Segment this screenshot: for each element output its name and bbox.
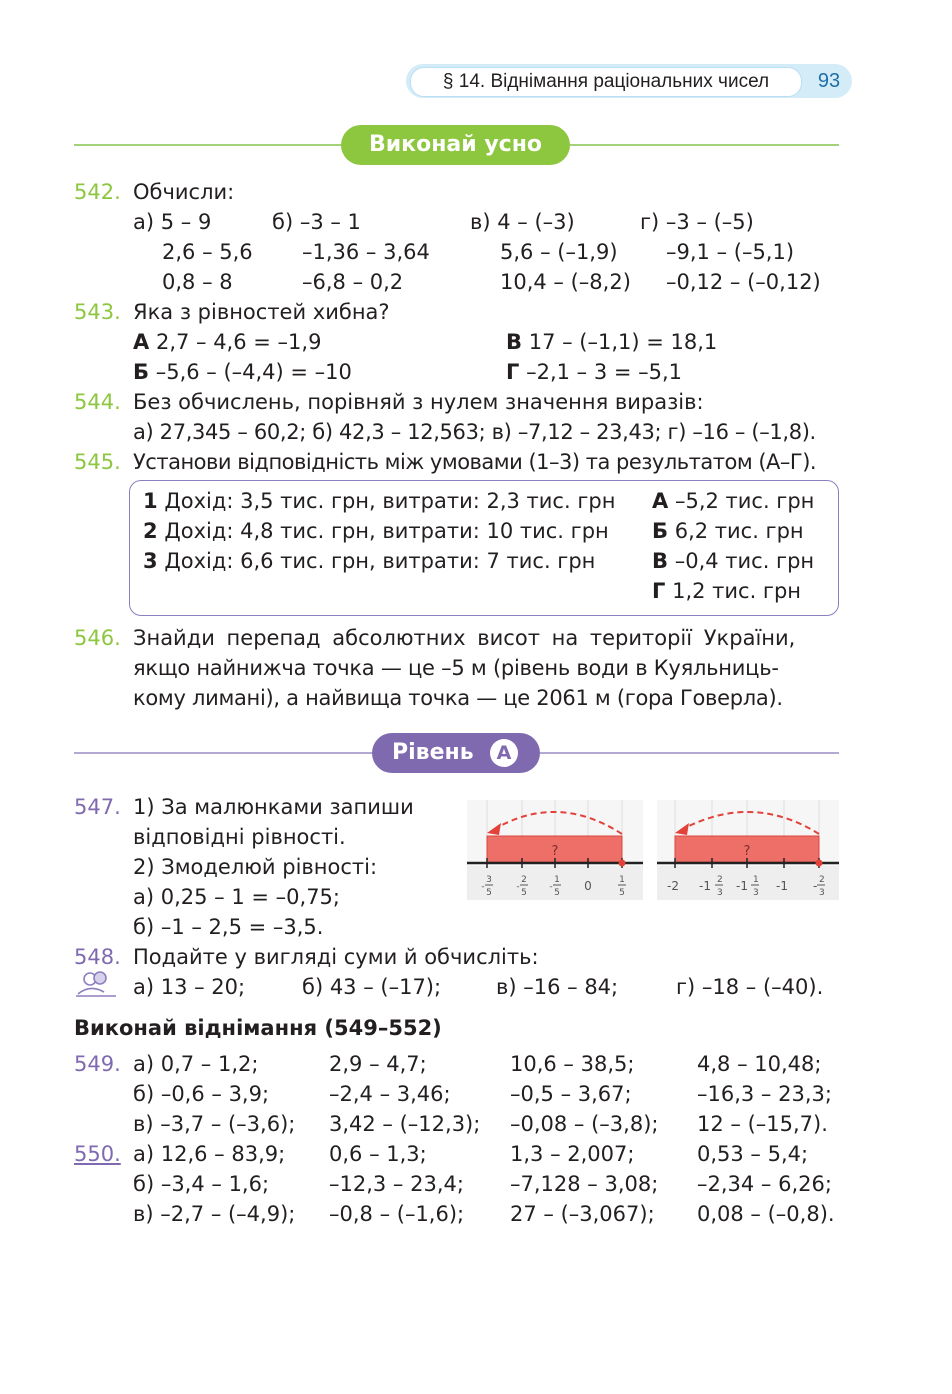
expr: 0,53 – 5,4; [697,1142,809,1166]
expr: б) 43 – (–17); [302,975,442,999]
problem-text: 1) За малюнками запиши [133,795,414,819]
banner-level [372,733,540,773]
svg-text:1: 1 [554,875,560,885]
expr: –6,8 – 0,2 [302,270,404,294]
svg-text:2: 2 [521,875,527,885]
result: Г 1,2 тис. грн [652,579,802,603]
problem-text: б) –1 – 2,5 = –3,5. [133,915,324,939]
svg-text:2: 2 [819,875,825,885]
expr: б) –3,4 – 1,6; [133,1172,270,1196]
svg-text:3: 3 [753,888,759,898]
svg-text:-: - [516,882,520,892]
result: А –5,2 тис. грн [652,489,815,513]
section-title: § 14. Віднімання раціональних чисел [410,67,802,97]
svg-text:1: 1 [753,875,759,885]
svg-text:-2: -2 [667,879,679,893]
expr: –0,12 – (–0,12) [666,270,821,294]
number-line-figure-2 [657,800,839,900]
svg-text:5: 5 [619,888,625,898]
expr: а) 5 – 9 [133,210,212,234]
problem-number: 548. [74,945,121,969]
result: В –0,4 тис. грн [652,549,815,573]
expr: 10,4 – (–8,2) [500,270,631,294]
expr: 5,6 – (–1,9) [500,240,618,264]
svg-text:-: - [549,882,553,892]
expr: 3,42 – (–12,3); [329,1112,481,1136]
condition: 1 Дохід: 3,5 тис. грн, витрати: 2,3 тис. грн [143,489,616,513]
expr: –2,4 – 3,46; [329,1082,451,1106]
expr: 0,08 – (–0,8). [697,1202,835,1226]
expr: –2,34 – 6,26; [697,1172,832,1196]
question-mark: ? [551,844,559,859]
expr: в) –3,7 – (–3,6); [133,1112,296,1136]
svg-text:0: 0 [584,879,592,893]
expr: 4,8 – 10,48; [697,1052,822,1076]
option: А 2,7 – 4,6 = –1,9 [133,330,322,354]
problem-number: 547. [74,795,121,819]
problem-text: Подайте у вигляді суми й обчисліть: [133,945,539,969]
problem-number: 544. [74,390,121,414]
expr: –0,8 – (–1,6); [329,1202,465,1226]
expr: –7,128 – 3,08; [510,1172,659,1196]
result: Б 6,2 тис. грн [652,519,804,543]
problem-text: а) 0,25 – 1 = –0,75; [133,885,340,909]
expr: –0,08 – (–3,8); [510,1112,659,1136]
expr: 0,8 – 8 [162,270,233,294]
condition: 2 Дохід: 4,8 тис. грн, витрати: 10 тис. грн [143,519,609,543]
expr: а) 13 – 20; [133,975,246,999]
expr: а) 12,6 – 83,9; [133,1142,286,1166]
svg-text:3: 3 [717,888,723,898]
expr: г) –3 – (–5) [640,210,754,234]
expr: 2,6 – 5,6 [162,240,253,264]
expr: –9,1 – (–5,1) [666,240,795,264]
expr: а) 0,7 – 1,2; [133,1052,259,1076]
problem-number: 543. [74,300,121,324]
page-number: 93 [817,70,841,92]
problem-text: Яка з рівностей хибна? [133,300,390,324]
problem-text: кому лимані), а найвища точка — це 2061 м (гора Говерла). [133,686,783,710]
svg-text:-: - [481,882,485,892]
divider-left [74,752,373,754]
problem-number: 542. [74,180,121,204]
problem-number: 546. [74,626,121,650]
expr: в) 4 – (–3) [470,210,575,234]
option: Б –5,6 – (–4,4) = –10 [133,360,352,384]
expr: 27 – (–3,067); [510,1202,655,1226]
expr: –12,3 – 23,4; [329,1172,464,1196]
svg-text:-1: -1 [776,879,788,893]
student-icon [74,970,118,1000]
number-line-figure-1 [467,800,643,900]
expr: 1,3 – 2,007; [510,1142,635,1166]
expr: 12 – (–15,7). [697,1112,828,1136]
problem-text: якщо найнижча точка — це –5 м (рівень води в Куяльниць- [133,656,779,680]
svg-text:5: 5 [486,888,492,898]
expr: –1,36 – 3,64 [302,240,430,264]
svg-text:5: 5 [554,888,560,898]
svg-text:2: 2 [717,875,723,885]
problem-text: 2) Змоделюй рівності: [133,855,378,879]
problem-text: Установи відповідність між умовами (1–3) та результатом (А–Г). [133,450,817,474]
expr: 2,9 – 4,7; [329,1052,427,1076]
expr: в) –16 – 84; [496,975,619,999]
problem-number: 549. [74,1052,121,1076]
svg-text:5: 5 [521,888,527,898]
option: В 17 – (–1,1) = 18,1 [506,330,718,354]
divider-right [540,752,839,754]
question-mark: ? [743,844,751,859]
problem-number: 550. [74,1142,121,1166]
expr: –0,5 – 3,67; [510,1082,632,1106]
expr: б) –0,6 – 3,9; [133,1082,270,1106]
svg-text:1: 1 [619,875,625,885]
subheading: Виконай віднімання (549–552) [74,1016,442,1040]
expr: в) –2,7 – (–4,9); [133,1202,296,1226]
problem-number: 545. [74,450,121,474]
problem-text: відповідні рівності. [133,825,346,849]
problem-text: Без обчислень, порівняй з нулем значення виразів: [133,390,704,414]
expr: г) –18 – (–40). [676,975,824,999]
problem-text: Обчисли: [133,180,235,204]
svg-text:-1: -1 [699,879,711,893]
level-badge: А [490,739,518,767]
option: Г –2,1 – 3 = –5,1 [506,360,683,384]
expr: б) –3 – 1 [272,210,361,234]
problem-text: Знайди перепад абсолютних висот на території України, [133,626,796,650]
svg-text:3: 3 [486,875,492,885]
expr: 10,6 – 38,5; [510,1052,635,1076]
level-label: Рівень [392,740,474,765]
divider-right [570,144,839,146]
expr: –16,3 – 23,3; [697,1082,832,1106]
condition: 3 Дохід: 6,6 тис. грн, витрати: 7 тис. грн [143,549,596,573]
svg-text:-1: -1 [736,879,748,893]
banner-oral: Виконай усно [341,125,570,165]
divider-left [74,144,342,146]
svg-text:-: - [813,879,818,893]
problem-text: а) 27,345 – 60,2; б) 42,3 – 12,563; в) –7,12 – 23,43; г) –16 – (–1,8). [133,420,816,444]
expr: 0,6 – 1,3; [329,1142,427,1166]
svg-text:3: 3 [819,888,825,898]
